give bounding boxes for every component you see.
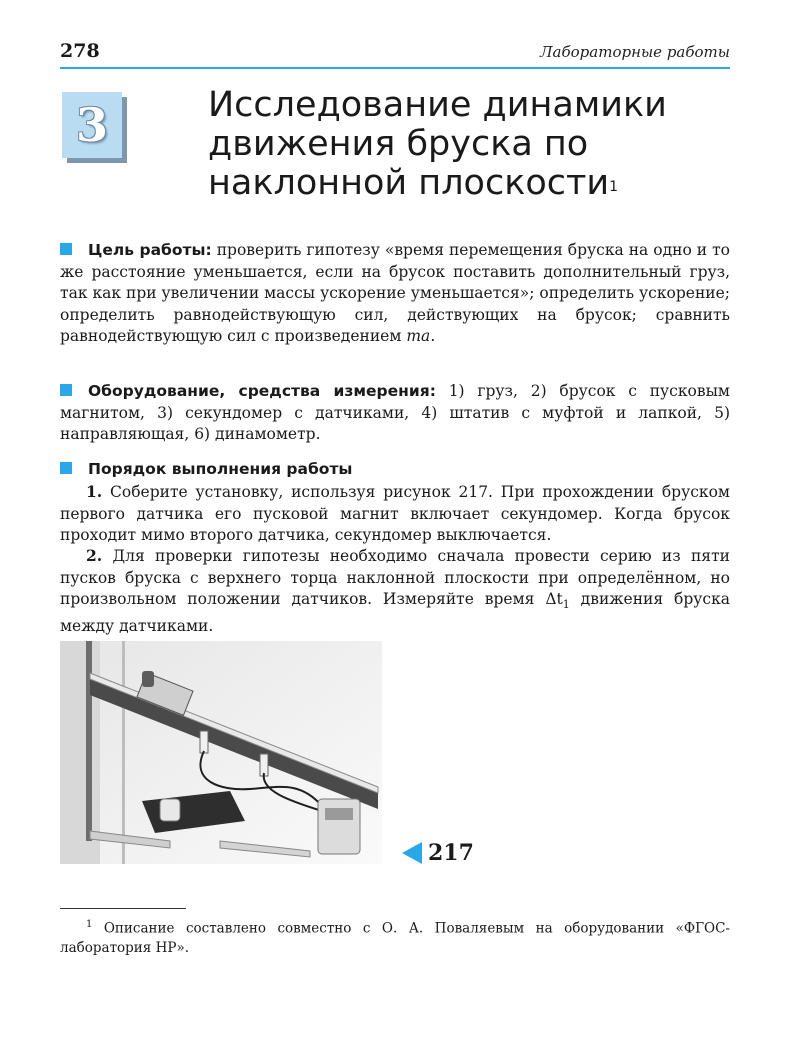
triangle-pointer-icon [402, 842, 422, 864]
title-footnote-mark: 1 [609, 179, 619, 195]
procedure-label: Порядок выполнения работы [88, 460, 353, 478]
setup-photo [60, 641, 382, 864]
goal-section [60, 240, 730, 348]
procedure-step-2 [60, 545, 730, 637]
work-number: 3 [75, 98, 108, 152]
header-rule [60, 67, 730, 69]
page-number: 278 [60, 40, 100, 62]
goal-marker-icon [60, 243, 72, 255]
goal-text: проверить гипотезу «время перемещения бруска на одно и то же расстояние уменьшается, если на брусок поставить дополнительный груз, так как при увеличении массы ускорение уменьшается»; определить ускорение; определить равнодействующую сил, действующих на брусок; сравнить равнодействующую сил с произведением [60, 241, 730, 345]
equipment-marker-icon [60, 384, 72, 396]
step-1-text: Соберите установку, используя рисунок 217. При прохождении бруском первого датчика его пусковой магнит включает секундомер. Когда брусок проходит мимо второго датчика, секундомер выключается. [60, 483, 730, 544]
equipment-label: Оборудование, средства измерения: [88, 382, 436, 400]
footnote-mark: 1 [86, 919, 93, 930]
procedure-step-1 [60, 481, 730, 547]
setup-photo-drawing [60, 641, 382, 864]
work-number-badge [62, 92, 122, 158]
step-2-text: Для проверки гипотезы необходимо сначала провести серию из пяти пусков бруска с верхнего торца наклонной плоскости при определённом, но произвольном положении датчиков. Измеряйте время [60, 547, 730, 608]
footnote [60, 915, 730, 958]
step-1-number: 1. [86, 482, 103, 501]
procedure-heading [60, 459, 730, 481]
procedure-marker-icon [60, 462, 72, 474]
work-title-text: Исследование динамики движения бруска по наклонной плоскости [208, 85, 667, 203]
equipment-section [60, 381, 730, 446]
figure-label [402, 840, 474, 866]
goal-formula: ma [406, 327, 431, 345]
footnote-text: Описание составлено совместно с О. А. Поваляевым на оборудовании «ФГОС-лаборатория HP». [60, 920, 730, 956]
step-2-end: движения бруска между датчиками. [60, 590, 731, 635]
equipment-text: 1) груз, 2) брусок с пусковым магнитом, 3) секундомер с датчиками, 4) штатив с муфтой и лапкой, 5) направляющая, 6) динамометр. [60, 382, 730, 443]
figure-number: 217 [428, 840, 474, 866]
work-title [208, 86, 708, 203]
running-header: Лабораторные работы [540, 43, 730, 61]
step-2-symbol: $\Delta t_1$ [545, 590, 570, 612]
step-2-number: 2. [86, 546, 103, 565]
footnote-rule [60, 908, 186, 909]
goal-end: . [430, 327, 436, 345]
goal-label: Цель работы: [88, 241, 212, 259]
